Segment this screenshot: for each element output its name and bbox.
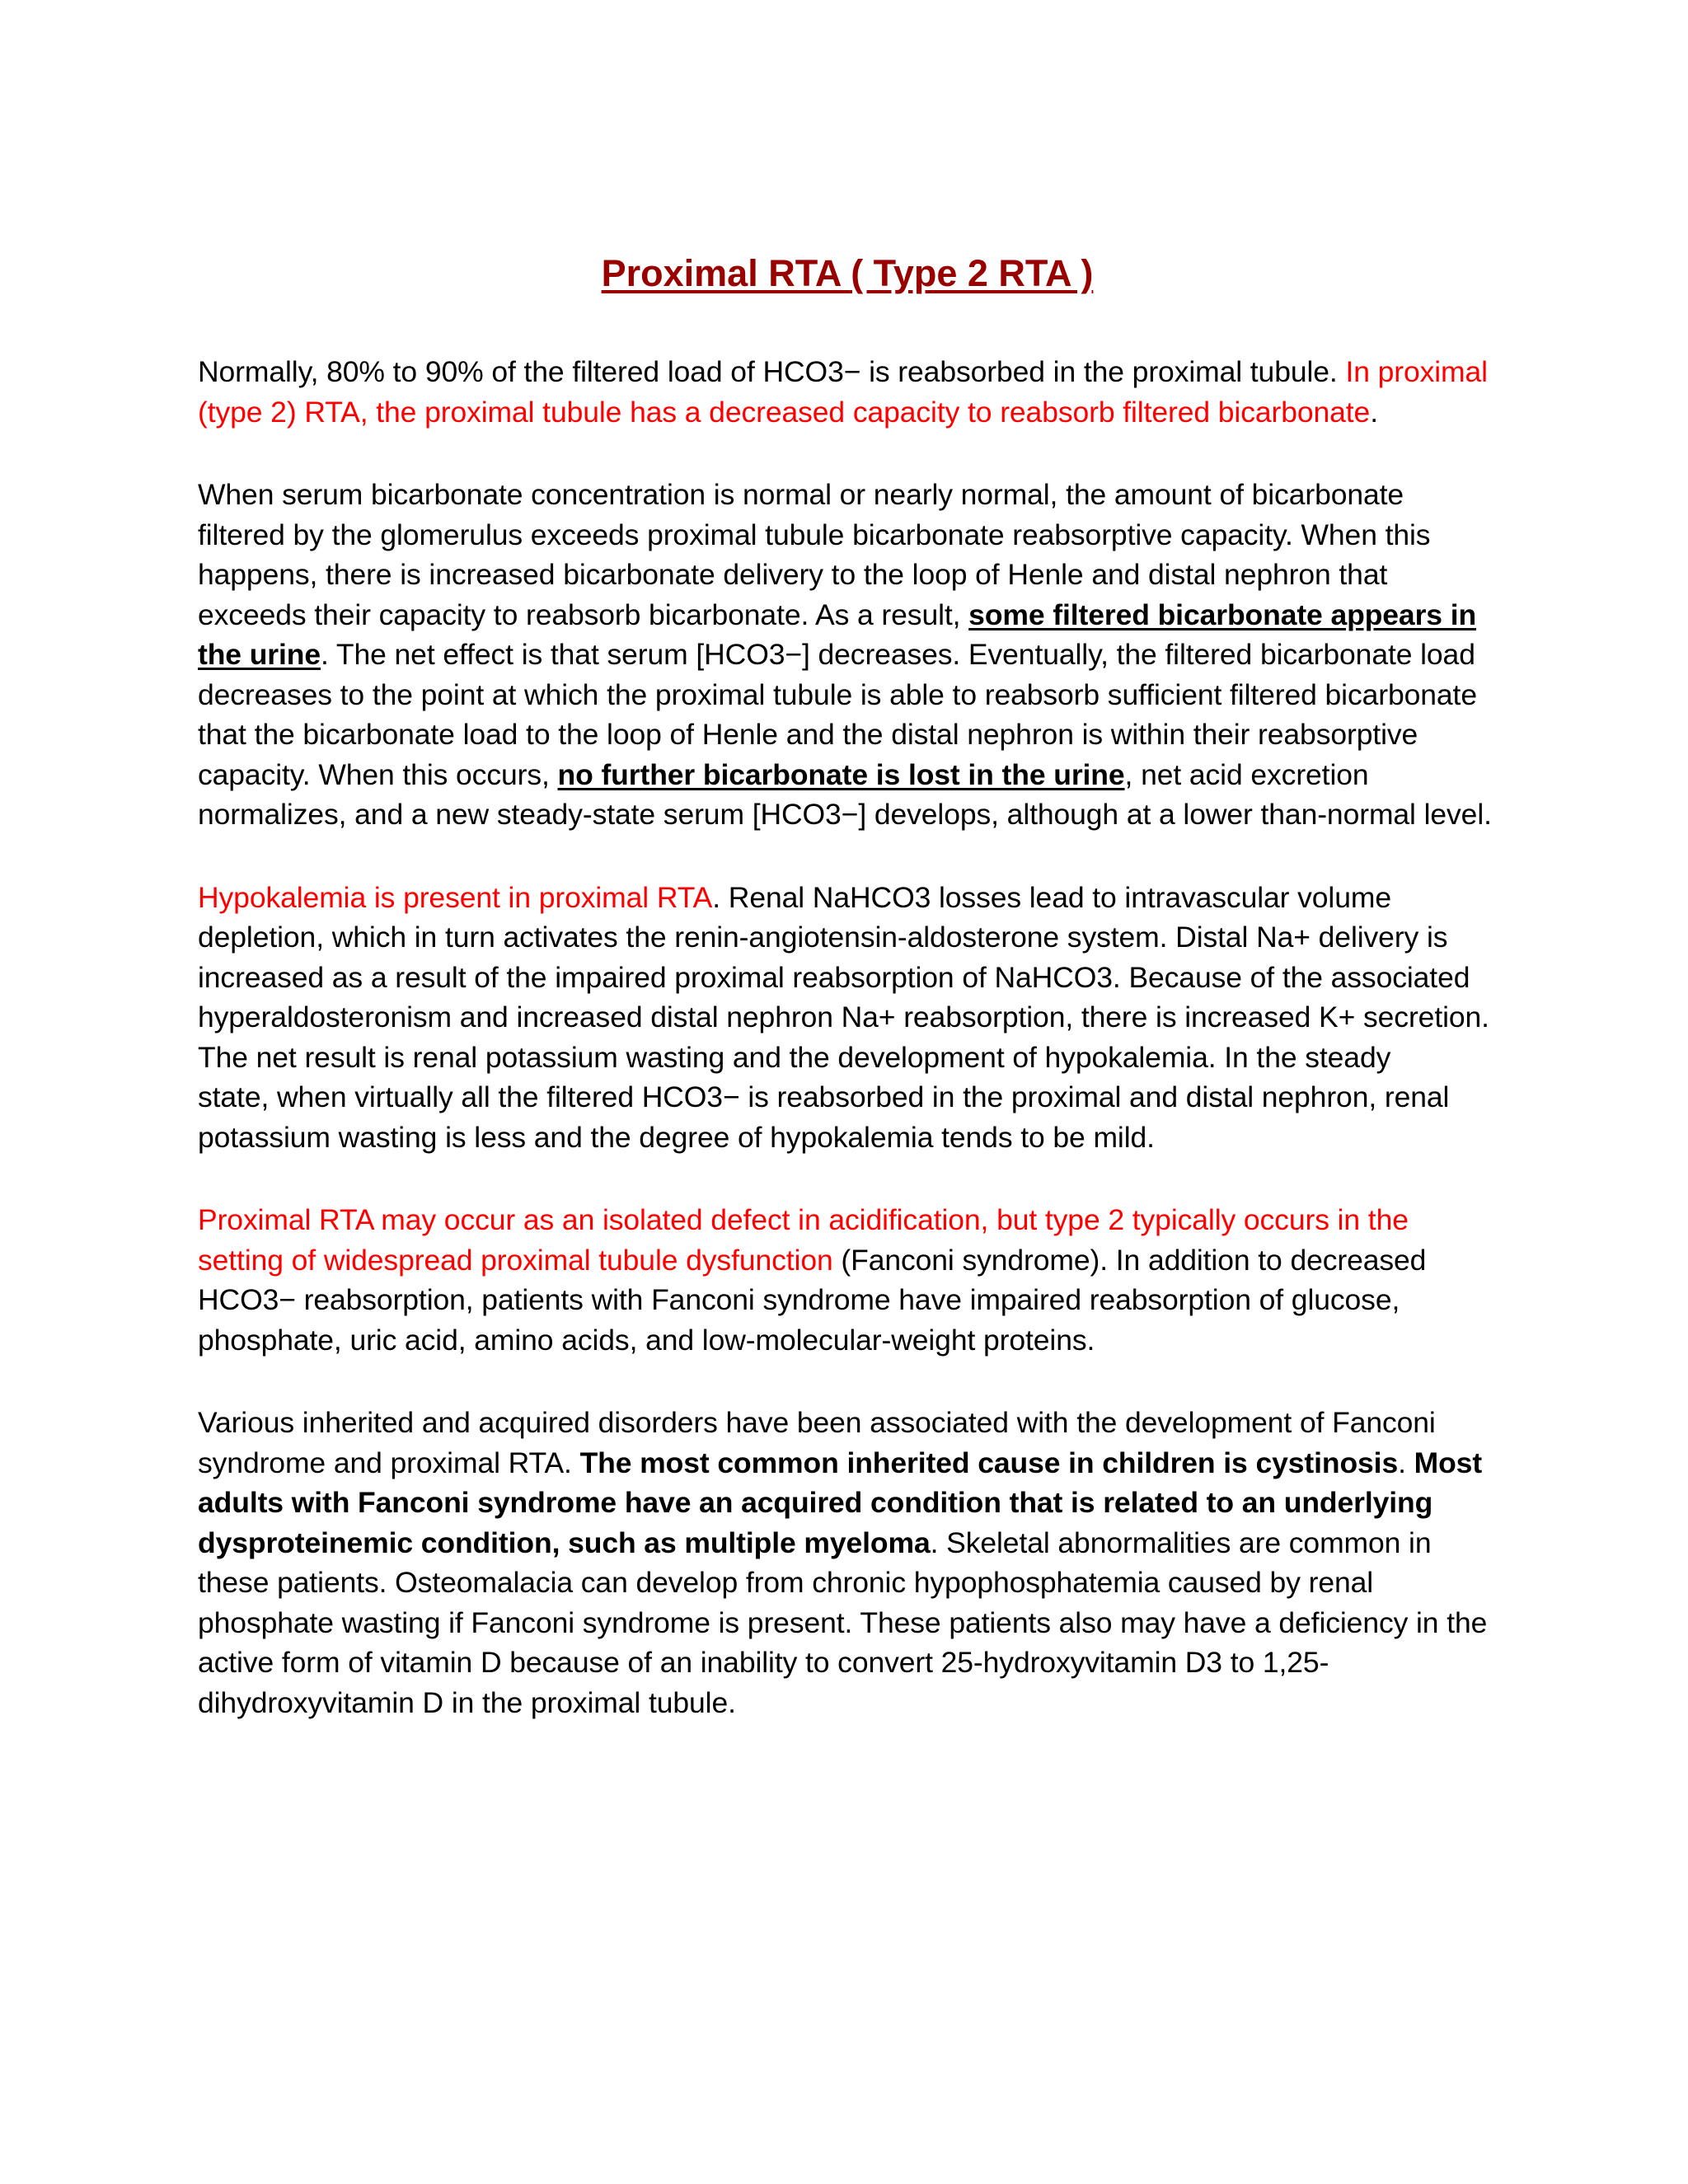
highlighted-text: Proximal RTA may occur as an isolated defect in acidification, but type 2 typically occurs in the setting of widespread proximal tubule dysfunction: [198, 1203, 1409, 1277]
text-segment: state, when virtually all the filtered HCO3− is reabsorbed in the proximal and distal nephron, renal potassium wasting is less and the degree of hypokalemia tends to be mild.: [198, 1080, 1450, 1154]
text-segment: .: [1398, 1446, 1414, 1479]
highlighted-text: In proximal (type 2) RTA, the proximal tubule has a decreased capacity to reabsorb filtered bicarbonate: [198, 355, 1488, 429]
paragraph-hypokalemia: [198, 878, 1497, 1158]
text-segment: , net acid excretion normalizes, and a new steady-state serum [HCO3−] develops, although at a lower than-normal level.: [198, 757, 1492, 831]
emphasized-text: some filtered bicarbonate appears in the urine: [198, 598, 1477, 671]
document-title: Proximal RTA ( Type 2 RTA ): [601, 252, 1094, 294]
highlighted-text: Hypokalemia is present in proximal RTA: [198, 880, 713, 914]
paragraph-causes: [198, 1403, 1497, 1722]
text-segment: Normally, 80% to 90% of the filtered load of HCO3− is reabsorbed in the proximal tubule.: [198, 355, 1346, 388]
emphasized-text: no further bicarbonate is lost in the urine: [557, 757, 1125, 791]
paragraph-normal-reabsorption: [198, 352, 1497, 432]
bold-text: The most common inherited cause in children is cystinosis: [579, 1446, 1399, 1479]
bold-text: Most adults with Fanconi syndrome have an acquired condition that is related to an underlying dysproteinemic condition, such as multiple myeloma: [198, 1446, 1483, 1559]
text-segment: . Renal NaHCO3 losses lead to intravascular volume depletion, which in turn activates the renin-angiotensin-aldosterone system. Distal Na+ delivery is increased as a result of the impaired proximal reabsorption of NaHCO3. Because of the associated hyperaldosteronism and increased distal nephron Na+ reabsorption, there is increased K+ secretion. The net result is renal potassium wasting and the development of hypokalemia. In the steady: [198, 880, 1489, 1074]
text-segment: .: [1370, 395, 1378, 429]
text-segment: . Skeletal abnormalities are common in these patients. Osteomalacia can develop from chronic hypophosphatemia caused by renal phosphate wasting if Fanconi syndrome is present. These patients also may have a deficiency in the active form of vitamin D because of an inability to convert 25-hydroxyvitamin D3 to 1,25-dihydroxyvitamin D in the proximal tubule.: [198, 1526, 1488, 1719]
text-segment: (Fanconi syndrome). In addition to decreased HCO3− reabsorption, patients with Fanconi syndrome have impaired reabsorption of glucose, phosphate, uric acid, amino acids, and low-molecular-weight proteins.: [198, 1243, 1427, 1357]
text-segment: Various inherited and acquired disorders have been associated with the development of Fanconi syndrome and proximal RTA.: [198, 1406, 1436, 1479]
text-segment: . The net effect is that serum [HCO3−] decreases. Eventually, the filtered bicarbonate load decreases to the point at which the proximal tubule is able to reabsorb sufficient filtered bicarbonate that the bicarbonate load to the loop of Henle and the distal nephron is within their reabsorptive capacity. When this occurs,: [198, 638, 1477, 791]
paragraph-bicarbonate-mechanism: [198, 475, 1497, 835]
paragraph-fanconi: [198, 1200, 1497, 1360]
text-segment: When serum bicarbonate concentration is normal or nearly normal, the amount of bicarbonate filtered by the glomerulus exceeds proximal tubule bicarbonate reabsorptive capacity. When this happens, there is increased bicarbonate delivery to the loop of Henle and distal nephron that exceeds their capacity to reabsorb bicarbonate. As a result,: [198, 478, 1431, 631]
document-page: [198, 241, 1497, 1765]
